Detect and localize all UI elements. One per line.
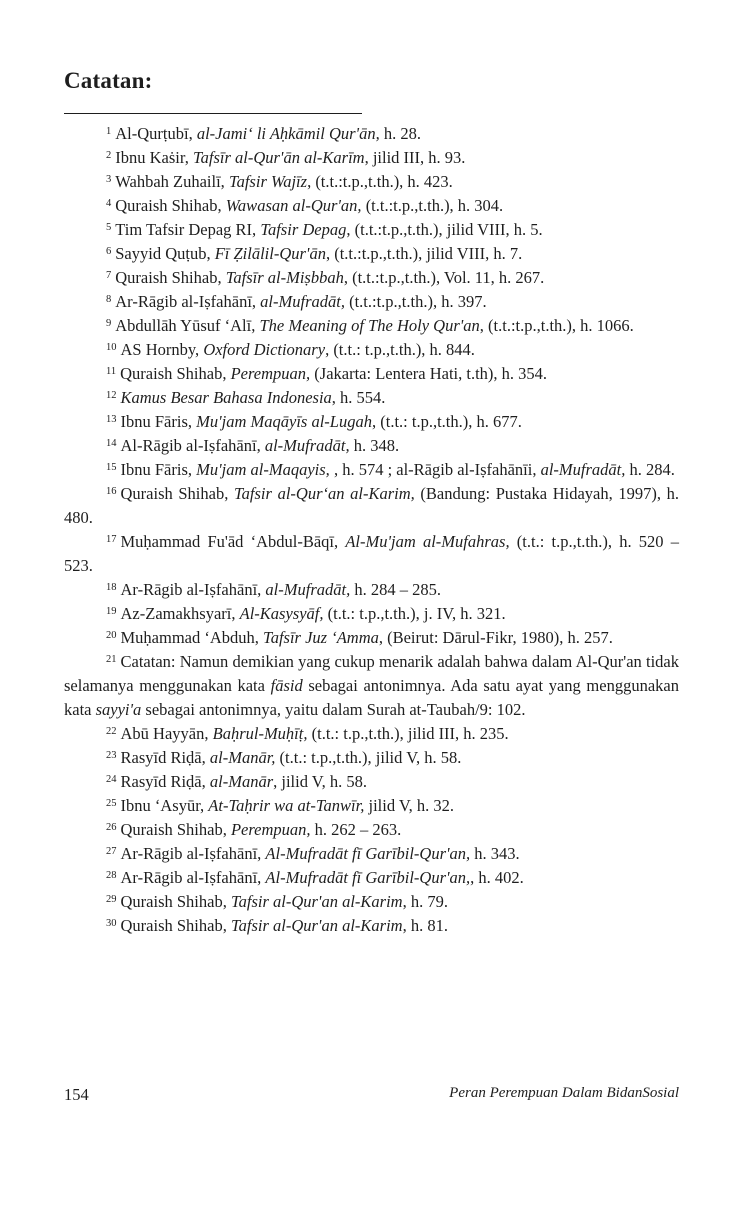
- footnote-text: (t.t.: t.p.,t.th.), h. 520 – 523.: [64, 532, 679, 575]
- footnote-title: Baḥrul-Muḥīṭ,: [212, 724, 308, 743]
- footnote-text: Ibnu ‘Asyūr,: [120, 796, 209, 815]
- footnote-text: , jilid V, h. 58.: [273, 772, 367, 791]
- footnote-text: , h. 402.: [470, 868, 524, 887]
- footnote-number: 14: [106, 438, 117, 449]
- page-number: 154: [64, 1085, 89, 1104]
- running-title: Peran Perempuan Dalam BidanSosial: [449, 1085, 679, 1101]
- footnote-text: (t.t.: t.p.,t.th.), j. IV, h. 321.: [323, 604, 506, 623]
- footnote-text: AS Hornby,: [120, 340, 204, 359]
- footnote-text: Quraish Shihab,: [115, 196, 226, 215]
- footnote-26: [64, 818, 679, 842]
- footnote-text: Quraish Shihab,: [120, 364, 231, 383]
- footnote-number: 16: [106, 486, 117, 497]
- footnote-title: Al-Mu'jam al-Mufahras,: [345, 532, 510, 551]
- footnote-24: [64, 770, 679, 794]
- footnote-text: , h. 554.: [331, 388, 386, 407]
- footnote-19: [64, 602, 679, 626]
- footnote-7: [64, 266, 679, 290]
- footnote-text: Ar-Rāgib al-Iṣfahānī,: [120, 580, 266, 599]
- footnote-title: al-Mufradāt,: [260, 292, 345, 311]
- footnote-title: al-Manār: [209, 772, 274, 791]
- footnote-number: 29: [106, 894, 117, 905]
- footnote-4: [64, 194, 679, 218]
- footnote-number: 17: [106, 534, 117, 545]
- footnote-text: (Bandung: Pustaka Hidayah, 1997), h. 480.: [64, 484, 679, 527]
- footnote-title: Al-Kasysyāf,: [239, 604, 324, 623]
- footnote-27: [64, 842, 679, 866]
- footnote-text: Quraish Shihab,: [115, 268, 226, 287]
- footnote-text: Quraish Shihab,: [120, 892, 231, 911]
- footnote-text: Ibnu Fāris,: [120, 412, 197, 431]
- footnote-number: 6: [106, 246, 112, 257]
- footnote-number: 18: [106, 582, 117, 593]
- footnote-21: [64, 650, 679, 722]
- footnote-title: Mu'jam Maqāyīs al-Lugah: [196, 412, 372, 431]
- footnote-text: Quraish Shihab,: [120, 484, 234, 503]
- footnote-text: Rasyīd Riḍā,: [120, 772, 210, 791]
- footnote-11: [64, 362, 679, 386]
- footnote-number: 24: [106, 774, 117, 785]
- footnote-number: 13: [106, 414, 117, 425]
- footnote-text: h. 284 – 285.: [350, 580, 441, 599]
- footnote-title: al-Manār,: [209, 748, 276, 767]
- footnote-text: Ar-Rāgib al-Iṣfahānī,: [120, 868, 266, 887]
- footnote-text: Quraish Shihab,: [120, 916, 231, 935]
- footnote-text: Wahbah Zuhailī,: [115, 172, 229, 191]
- footnote-text: , (t.t.:t.p.,t.th.), h. 1066.: [479, 316, 634, 335]
- footnote-13: [64, 410, 679, 434]
- footnote-number: 5: [106, 222, 112, 233]
- footnote-text: Al-Rāgib al-Iṣfahānī,: [120, 436, 265, 455]
- footnote-text: Ibnu Kaṡir,: [115, 148, 193, 167]
- footnote-text: , (t.t.:t.p.,t.th.), Vol. 11, h. 267.: [343, 268, 545, 287]
- footnote-text: Ar-Rāgib al-Iṣfahānī,: [115, 292, 261, 311]
- footnote-number: 21: [106, 654, 117, 665]
- footnote-title: Perempuan,: [230, 820, 311, 839]
- footnote-text: Ibnu Fāris,: [120, 460, 197, 479]
- footnote-text: , h. 574 ; al-Rāgib al-Iṣfahānīi,: [329, 460, 541, 479]
- footnote-text: Az-Zamakhsyarī,: [120, 604, 240, 623]
- footnote-text: (t.t.: t.p.,t.th.), jilid V, h. 58.: [275, 748, 462, 767]
- footnote-20: [64, 626, 679, 650]
- footnote-text: h. 28.: [379, 124, 421, 143]
- footnote-number: 19: [106, 606, 117, 617]
- footnote-text: Tim Tafsir Depag RI,: [115, 220, 261, 239]
- page-footer: [64, 1085, 679, 1109]
- footnote-text: (Jakarta: Lentera Hati, t.th), h. 354.: [310, 364, 548, 383]
- footnote-text: , jilid III, h. 93.: [364, 148, 466, 167]
- footnote-text: Ar-Rāgib al-Iṣfahānī,: [120, 844, 266, 863]
- footnote-text: Abū Hayyān,: [120, 724, 213, 743]
- footnote-text: , (t.t.:t.p.,t.th.), jilid VIII, h. 7.: [325, 244, 523, 263]
- footnote-number: 25: [106, 798, 117, 809]
- footnote-number: 9: [106, 318, 112, 329]
- footnote-title: Tafsir al-Qur'an al-Karim: [230, 892, 403, 911]
- footnote-10: [64, 338, 679, 362]
- footnote-17: [64, 530, 679, 578]
- footnote-title: sayyi'a: [95, 700, 142, 719]
- footnote-text: h. 284.: [625, 460, 675, 479]
- footnote-text: (t.t.:t.p.,t.th.), h. 397.: [344, 292, 487, 311]
- footnote-text: Sayyid Quṭub,: [115, 244, 215, 263]
- footnote-15: [64, 458, 679, 482]
- footnote-5: [64, 218, 679, 242]
- footnote-8: [64, 290, 679, 314]
- footnote-text: , (t.t.: t.p.,t.th.), h. 677.: [371, 412, 522, 431]
- footnote-title: Fī Ẓilālil-Qur'ān: [214, 244, 326, 263]
- footnote-number: 2: [106, 150, 112, 161]
- footnote-text: Muḥammad Fu'ād ‘Abdul-Bāqī,: [120, 532, 346, 551]
- footnote-text: h. 262 – 263.: [310, 820, 402, 839]
- footnote-2: [64, 146, 679, 170]
- footnote-text: , h. 79.: [402, 892, 448, 911]
- footnote-23: [64, 746, 679, 770]
- footnote-title: al-Mufradāt,: [264, 436, 350, 455]
- footnote-text: sebagai antonimnya. Ada satu ayat yang menggunakan kata: [64, 676, 679, 719]
- footnote-title: fāsid: [270, 676, 303, 695]
- footnote-title: al-Jami‘ li Aḥkāmil Qur'ān,: [196, 124, 380, 143]
- footnote-title: Kamus Besar Bahasa Indonesia: [120, 388, 332, 407]
- footnote-title: Tafsir Wajīz: [228, 172, 308, 191]
- footnote-number: 1: [106, 126, 112, 137]
- footnote-text: , h. 81.: [402, 916, 448, 935]
- footnote-text: Catatan: Namun demikian yang cukup menarik adalah bahwa dalam Al-Qur'an tidak selamanya menggunakan kata: [64, 652, 679, 695]
- footnote-title: At-Taḥrir wa at-Tanwīr,: [208, 796, 365, 815]
- notes-heading: Catatan:: [64, 68, 153, 93]
- footnote-number: 22: [106, 726, 117, 737]
- footnote-number: 3: [106, 174, 112, 185]
- footnote-number: 30: [106, 918, 117, 929]
- footnote-text: , (Beirut: Dārul-Fikr, 1980), h. 257.: [378, 628, 613, 647]
- footnote-6: [64, 242, 679, 266]
- footnote-3: [64, 170, 679, 194]
- footnote-text: Muḥammad ‘Abduh,: [120, 628, 264, 647]
- footnote-title: al-Mufradāt,: [540, 460, 626, 479]
- footnote-9: [64, 314, 679, 338]
- footnote-text: (t.t.:t.p.,t.th.), h. 304.: [361, 196, 504, 215]
- footnote-18: [64, 578, 679, 602]
- footnote-number: 20: [106, 630, 117, 641]
- footnote-title: The Meaning of The Holy Qur'an: [259, 316, 480, 335]
- footnote-title: Mu'jam al-Maqayis,: [196, 460, 330, 479]
- footnote-30: [64, 914, 679, 938]
- footnote-title: Tafsir al-Qur'an al-Karim: [230, 916, 403, 935]
- footnote-number: 8: [106, 294, 112, 305]
- footnote-22: [64, 722, 679, 746]
- footnote-text: (t.t.: t.p.,t.th.), jilid III, h. 235.: [307, 724, 509, 743]
- footnote-text: h. 348.: [349, 436, 400, 455]
- footnote-14: [64, 434, 679, 458]
- footnote-25: [64, 794, 679, 818]
- footnote-number: 27: [106, 846, 117, 857]
- footnote-title: Oxford Dictionary: [203, 340, 326, 359]
- footnote-title: Al-Mufradāt fī Garībil-Qur'an,: [265, 844, 471, 863]
- footnote-text: , (t.t.: t.p.,t.th.), h. 844.: [325, 340, 475, 359]
- footnote-title: al-Mufradāt,: [265, 580, 351, 599]
- footnote-text: , (t.t.:t.p.,t.th.), h. 423.: [307, 172, 453, 191]
- footnote-list: [64, 122, 679, 938]
- footnote-title: Tafsīr al-Qur'ān al-Karīm: [192, 148, 365, 167]
- footnote-title: Tafsīr al-Miṣbbah: [225, 268, 344, 287]
- footnote-number: 23: [106, 750, 117, 761]
- footnote-28: [64, 866, 679, 890]
- footnote-number: 15: [106, 462, 117, 473]
- footnote-title: Tafsīr Juz ‘Amma: [263, 628, 379, 647]
- footnote-1: [64, 122, 679, 146]
- footnote-title: Tafsir Depag: [260, 220, 347, 239]
- footnote-title: Wawasan al-Qur'an,: [225, 196, 362, 215]
- footnote-title: Tafsir al-Qur‘an al-Karim,: [234, 484, 415, 503]
- footnote-number: 4: [106, 198, 112, 209]
- footnote-text: Rasyīd Riḍā,: [120, 748, 210, 767]
- footnote-number: 11: [106, 366, 117, 377]
- footnote-number: 26: [106, 822, 117, 833]
- footnote-title: Perempuan,: [230, 364, 311, 383]
- footnote-29: [64, 890, 679, 914]
- footnote-number: 28: [106, 870, 117, 881]
- footnote-text: sebagai antonimnya, yaitu dalam Surah at-Taubah/9: 102.: [141, 700, 526, 719]
- footnote-text: h. 343.: [470, 844, 520, 863]
- footnote-number: 7: [106, 270, 112, 281]
- footnote-number: 12: [106, 390, 117, 401]
- footnote-12: [64, 386, 679, 410]
- footnote-text: Al-Qurṭubī,: [115, 124, 197, 143]
- footnote-text: , (t.t.:t.p.,t.th.), jilid VIII, h. 5.: [346, 220, 543, 239]
- footnote-text: Quraish Shihab,: [120, 820, 231, 839]
- footnote-number: 10: [106, 342, 117, 353]
- footnote-16: [64, 482, 679, 530]
- footnote-title: Al-Mufradāt fī Garībil-Qur'an,: [265, 868, 471, 887]
- footnote-text: Abdullāh Yūsuf ‘Alī,: [115, 316, 260, 335]
- footnote-text: jilid V, h. 32.: [364, 796, 455, 815]
- heading-rule: [64, 113, 362, 114]
